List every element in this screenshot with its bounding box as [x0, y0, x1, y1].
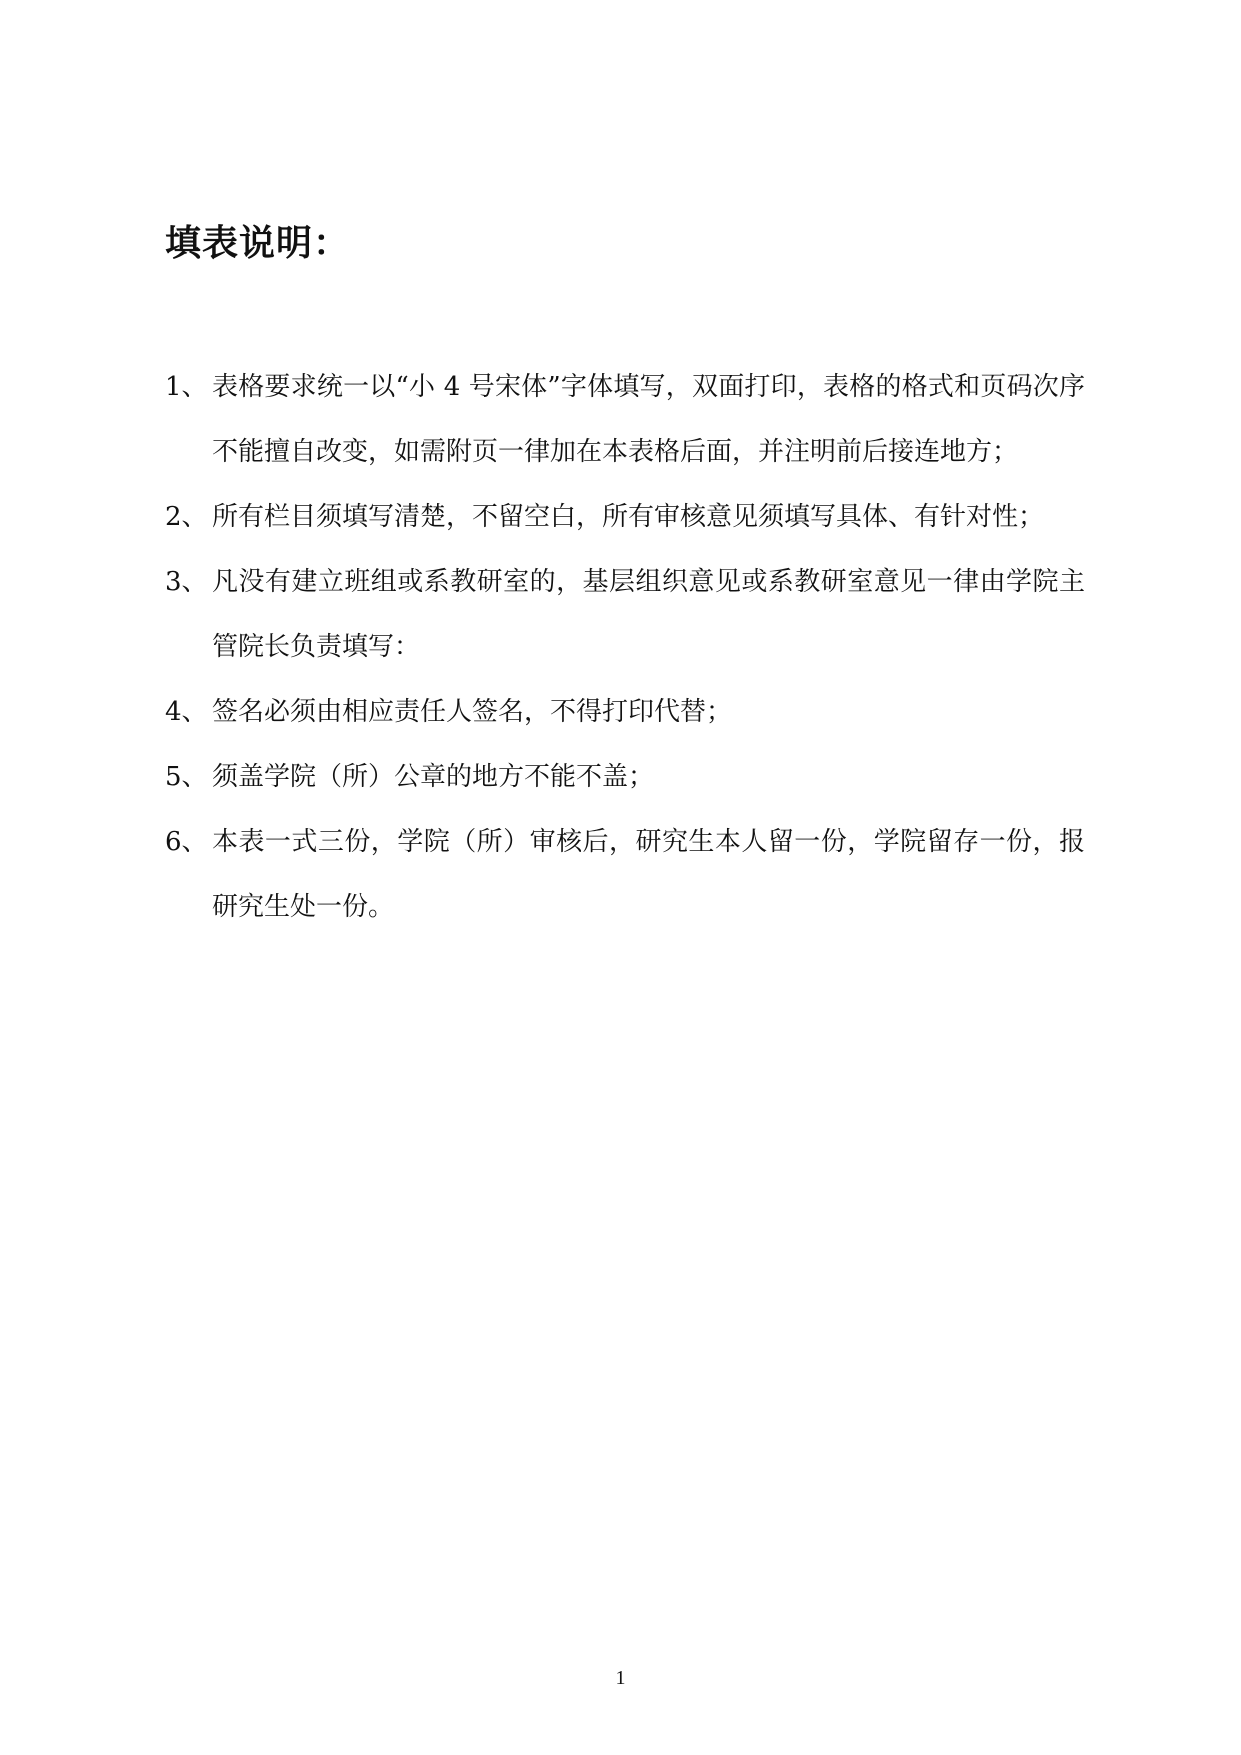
instruction-text: 本表一式三份，学院（所）审核后，研究生本人留一份，学院留存一份，报研究生处一份。 [212, 827, 1085, 922]
instruction-item-3 [165, 550, 1085, 680]
page-title: 填表说明： [165, 223, 351, 264]
instruction-number: 2、 [165, 502, 208, 532]
instruction-number: 1、 [165, 372, 208, 402]
instruction-text: 所有栏目须填写清楚，不留空白，所有审核意见须填写具体、有针对性； [212, 502, 1045, 532]
instruction-item-4 [165, 680, 1085, 745]
page-number: 1 [615, 1667, 626, 1689]
instruction-number: 5、 [165, 762, 208, 792]
instructions-list [165, 355, 1085, 940]
instruction-item-2 [165, 485, 1085, 550]
instruction-number: 4、 [165, 697, 208, 727]
instruction-text: 凡没有建立班组或系教研室的，基层组织意见或系教研室意见一律由学院主管院长负责填写： [212, 567, 1085, 662]
instruction-number: 3、 [165, 567, 208, 597]
instruction-text: 签名必须由相应责任人签名，不得打印代替； [212, 697, 733, 727]
instruction-number: 6、 [165, 827, 208, 857]
instruction-item-6 [165, 810, 1085, 940]
instruction-item-5 [165, 745, 1085, 810]
instruction-item-1 [165, 355, 1085, 485]
instruction-text: 表格要求统一以“小 4 号宋体”字体填写，双面打印，表格的格式和页码次序不能擅自改变，如需附页一律加在本表格后面，并注明前后接连地方； [212, 372, 1085, 467]
instruction-text: 须盖学院（所）公章的地方不能不盖； [212, 762, 655, 792]
